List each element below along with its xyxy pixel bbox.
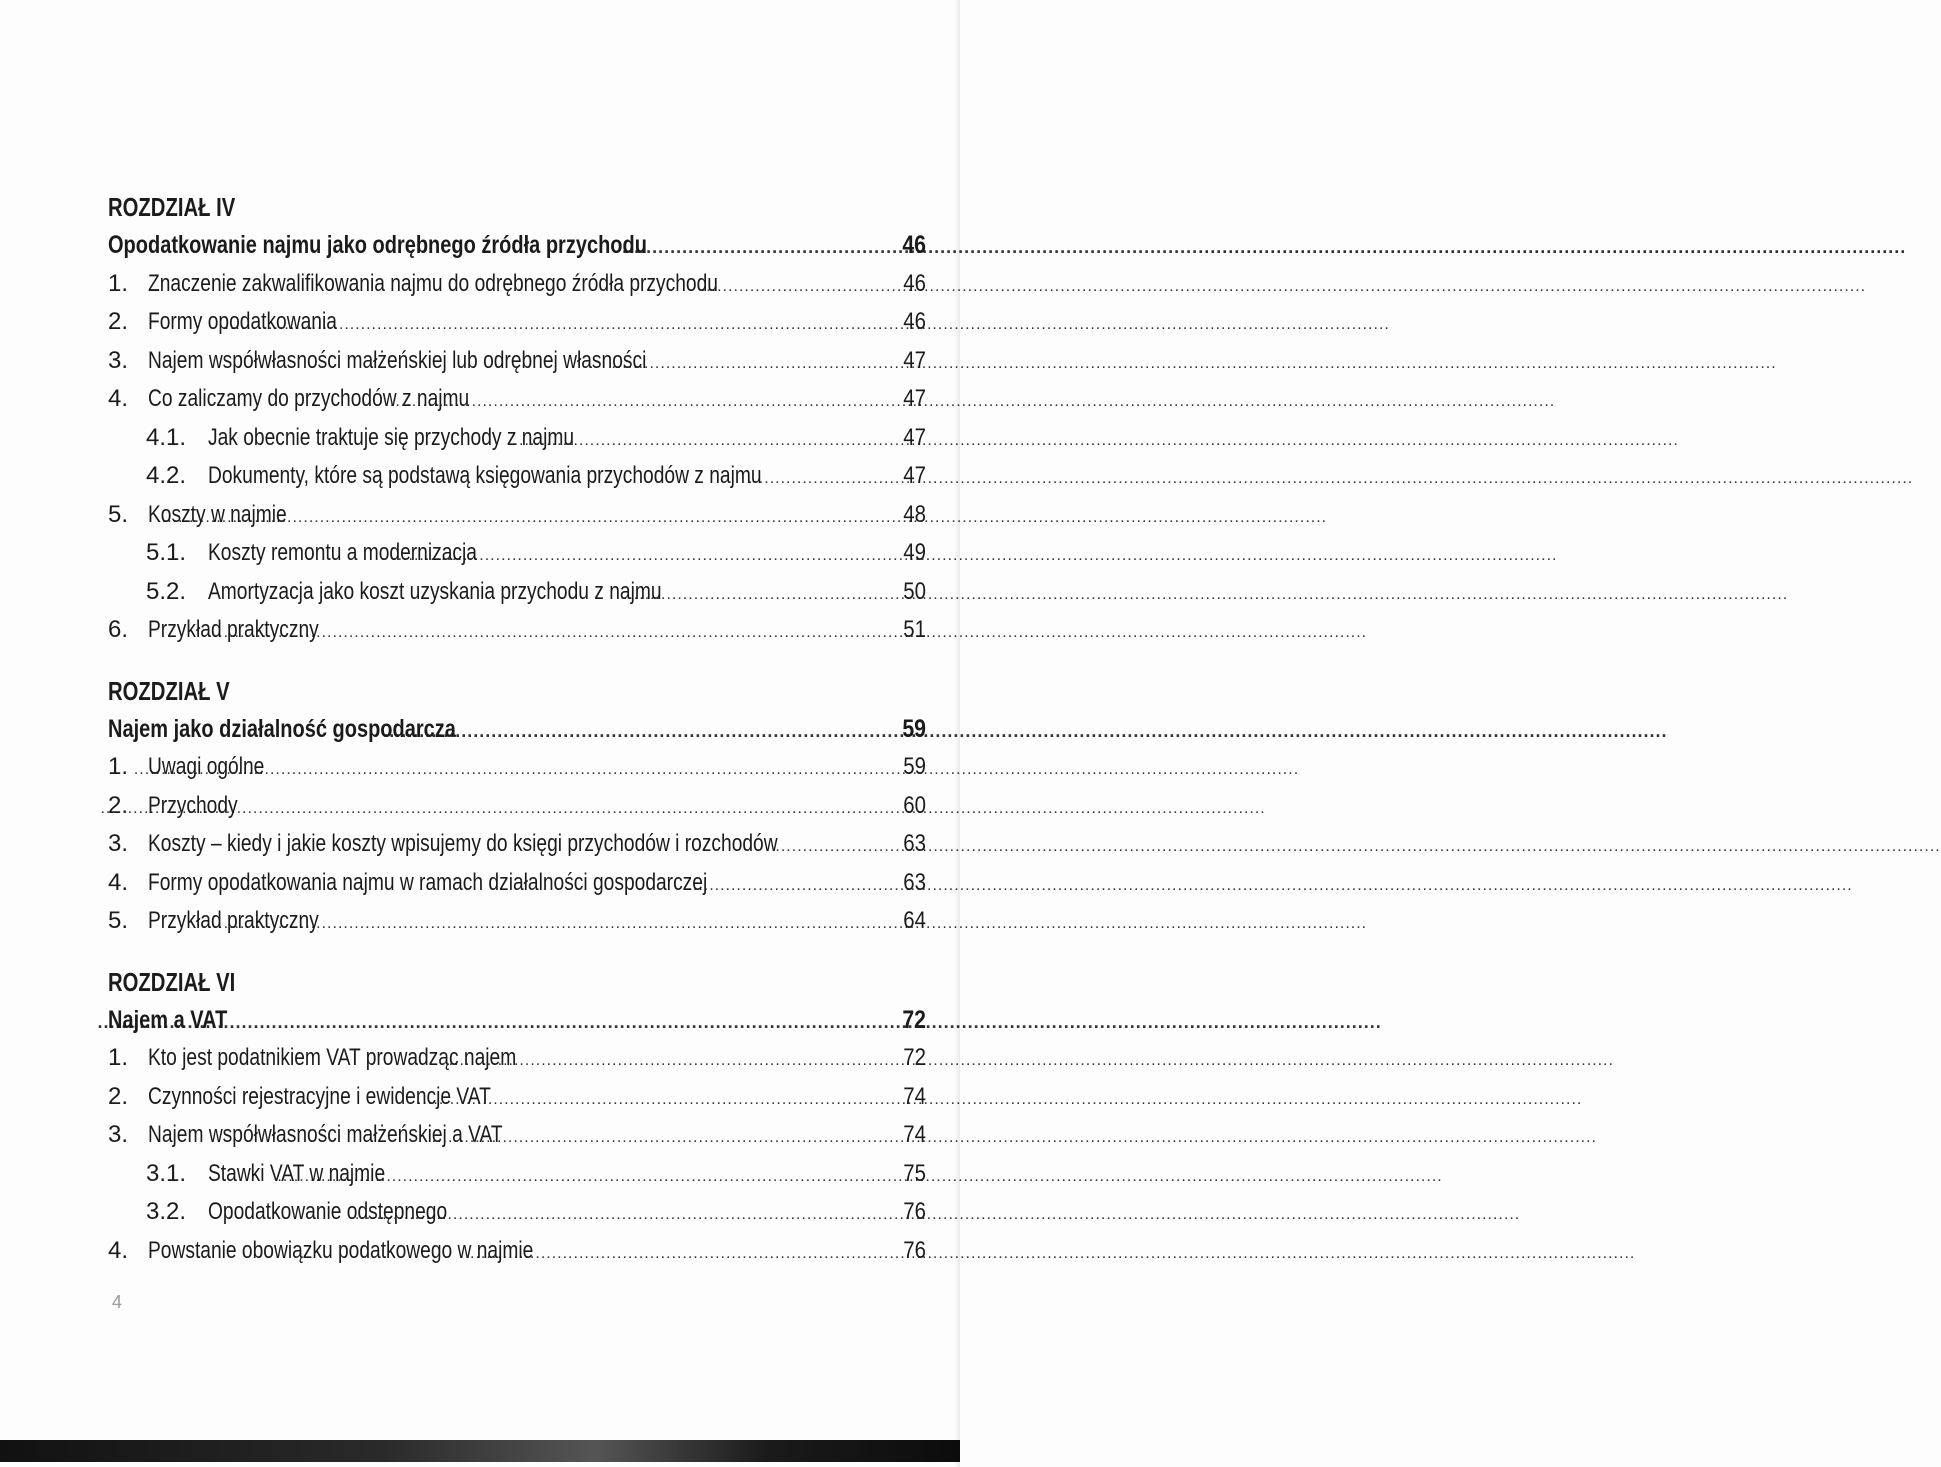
page-number: 64	[903, 907, 926, 934]
page-number: 46	[903, 269, 926, 297]
entry-title: Koszty w najmie	[148, 500, 287, 528]
chapter-label: ROZDZIAŁ VI	[108, 966, 236, 997]
page-number: 47	[903, 462, 926, 489]
entry-number: 3.2.	[146, 1198, 187, 1225]
toc-entry	[108, 902, 926, 941]
entry-number: 1.	[108, 753, 129, 780]
page-number: 47	[903, 423, 926, 451]
toc-subentry	[108, 573, 926, 612]
toc-entry	[108, 1039, 926, 1078]
entry-title: Jak obecnie traktuje się przychody z najmu	[208, 423, 575, 451]
toc-entry	[108, 1078, 926, 1117]
chapter-heading	[108, 710, 926, 749]
toc-entry	[108, 748, 926, 787]
entry-title: Przykład praktyczny	[148, 907, 319, 934]
entry-number: 4.	[108, 385, 129, 412]
toc-entry	[108, 380, 926, 419]
entry-title: Uwagi ogólne	[148, 753, 265, 780]
entry-title: Amortyzacja jako koszt uzyskania przychodu z najmu	[208, 577, 662, 605]
chapter-label: ROZDZIAŁ IV	[108, 192, 236, 222]
page-number: 74	[903, 1121, 926, 1148]
entry-title: Koszty remontu a modernizacja	[208, 539, 477, 566]
entry-number: 3.	[108, 1121, 129, 1148]
entry-number: 5.2.	[146, 577, 187, 605]
chapter-heading	[108, 1001, 926, 1040]
toc-entry	[108, 1116, 926, 1155]
chapter-title: Najem a VAT	[108, 1005, 228, 1034]
dot-leader	[611, 345, 894, 384]
toc-entry	[108, 303, 926, 342]
entry-number: 4.	[108, 1236, 129, 1264]
entry-number: 2.	[108, 308, 129, 335]
page-number: 72	[903, 1044, 926, 1071]
page-number: 75	[903, 1159, 926, 1187]
toc-subentry	[108, 457, 926, 496]
entry-title: Dokumenty, które są podstawą księgowania przychodów z najmu	[208, 462, 762, 489]
entry-number: 2.	[108, 1082, 129, 1110]
page-number: 51	[903, 616, 926, 643]
chapter-title: Najem jako działalność gospodarcza	[108, 714, 456, 743]
dot-leader	[687, 867, 894, 906]
folio-page-number: 4	[112, 1292, 123, 1312]
chapter-title: Opodatkowanie najmu jako odrębnego źródła przychodu	[108, 231, 647, 259]
entry-number: 6.	[108, 616, 129, 643]
entry-title: Czynności rejestracyjne i ewidencje VAT	[148, 1082, 491, 1110]
toc-subentry	[108, 1155, 926, 1194]
toc-subentry	[108, 419, 926, 458]
entry-number: 5.1.	[146, 539, 187, 566]
dot-leader	[470, 1235, 894, 1274]
page-number: 74	[903, 1082, 926, 1110]
page-number: 48	[903, 500, 926, 528]
page-number: 60	[903, 791, 926, 819]
entry-title: Stawki VAT w najmie	[208, 1159, 386, 1187]
scan-bottom-edge	[0, 1440, 960, 1462]
page-number: 49	[903, 539, 926, 566]
entry-number: 1.	[108, 269, 129, 297]
toc-entry	[108, 1232, 926, 1271]
entry-number: 3.1.	[146, 1159, 187, 1187]
page-number: 59	[902, 714, 926, 743]
entry-title: Przychody	[148, 791, 238, 819]
entry-number: 5.	[108, 907, 129, 934]
toc-entry	[108, 611, 926, 650]
toc-entry	[108, 787, 926, 826]
table-of-contents	[108, 188, 926, 1270]
page-number: 63	[903, 868, 926, 896]
entry-number: 4.1.	[146, 423, 187, 451]
entry-title: Powstanie obowiązku podatkowego w najmie	[148, 1236, 534, 1264]
entry-number: 3.	[108, 346, 129, 374]
page-number: 46	[903, 308, 926, 335]
dot-leader	[383, 712, 894, 751]
chapter-spacer	[108, 941, 926, 963]
entry-title: Koszty – kiedy i jakie koszty wpisujemy do księgi przychodów i rozchodów	[148, 830, 778, 857]
chapter-spacer	[108, 650, 926, 672]
dot-leader	[623, 576, 894, 615]
entry-title: Kto jest podatnikiem VAT prowadząc najem	[148, 1044, 517, 1071]
page-number: 76	[903, 1236, 926, 1264]
entry-number: 4.	[108, 868, 129, 896]
entry-title: Co zaliczamy do przychodów z najmu	[148, 385, 470, 412]
entry-title: Przykład praktyczny	[148, 616, 319, 643]
entry-number: 1.	[108, 1044, 129, 1071]
entry-title: Najem współwłasności małżeńskiej a VAT	[148, 1121, 503, 1148]
book-page	[0, 0, 960, 1467]
page-number: 59	[903, 753, 926, 780]
page-number: 50	[903, 577, 926, 605]
toc-subentry	[108, 1193, 926, 1232]
dot-leader	[748, 460, 894, 499]
entry-number: 2.	[108, 791, 129, 819]
page-edge-shadow	[954, 0, 960, 1467]
page-number: 63	[903, 830, 926, 857]
page-number: 76	[903, 1198, 926, 1225]
toc-entry	[108, 265, 926, 304]
page-number: 46	[902, 231, 926, 259]
entry-number: 4.2.	[146, 462, 187, 489]
chapter-heading	[108, 226, 926, 265]
dot-leader	[701, 268, 894, 307]
entry-title: Formy opodatkowania	[148, 308, 337, 335]
toc-entry	[108, 496, 926, 535]
page-number: 72	[902, 1005, 926, 1034]
entry-number: 5.	[108, 500, 129, 528]
entry-title: Najem współwłasności małżeńskiej lub odrębnej własności	[148, 346, 647, 374]
dot-leader	[775, 828, 894, 867]
dot-leader	[622, 228, 894, 267]
toc-entry	[108, 864, 926, 903]
chapter-label: ROZDZIAŁ V	[108, 675, 230, 706]
entry-title: Formy opodatkowania najmu w ramach działalności gospodarczej	[148, 868, 708, 896]
entry-title: Opodatkowanie odstępnego	[208, 1198, 448, 1225]
page-number: 47	[903, 385, 926, 412]
entry-number: 3.	[108, 830, 129, 857]
toc-entry	[108, 342, 926, 381]
toc-subentry	[108, 534, 926, 573]
toc-entry	[108, 825, 926, 864]
page-number: 47	[903, 346, 926, 374]
entry-title: Znaczenie zakwalifikowania najmu do odrębnego źródła przychodu	[148, 269, 718, 297]
